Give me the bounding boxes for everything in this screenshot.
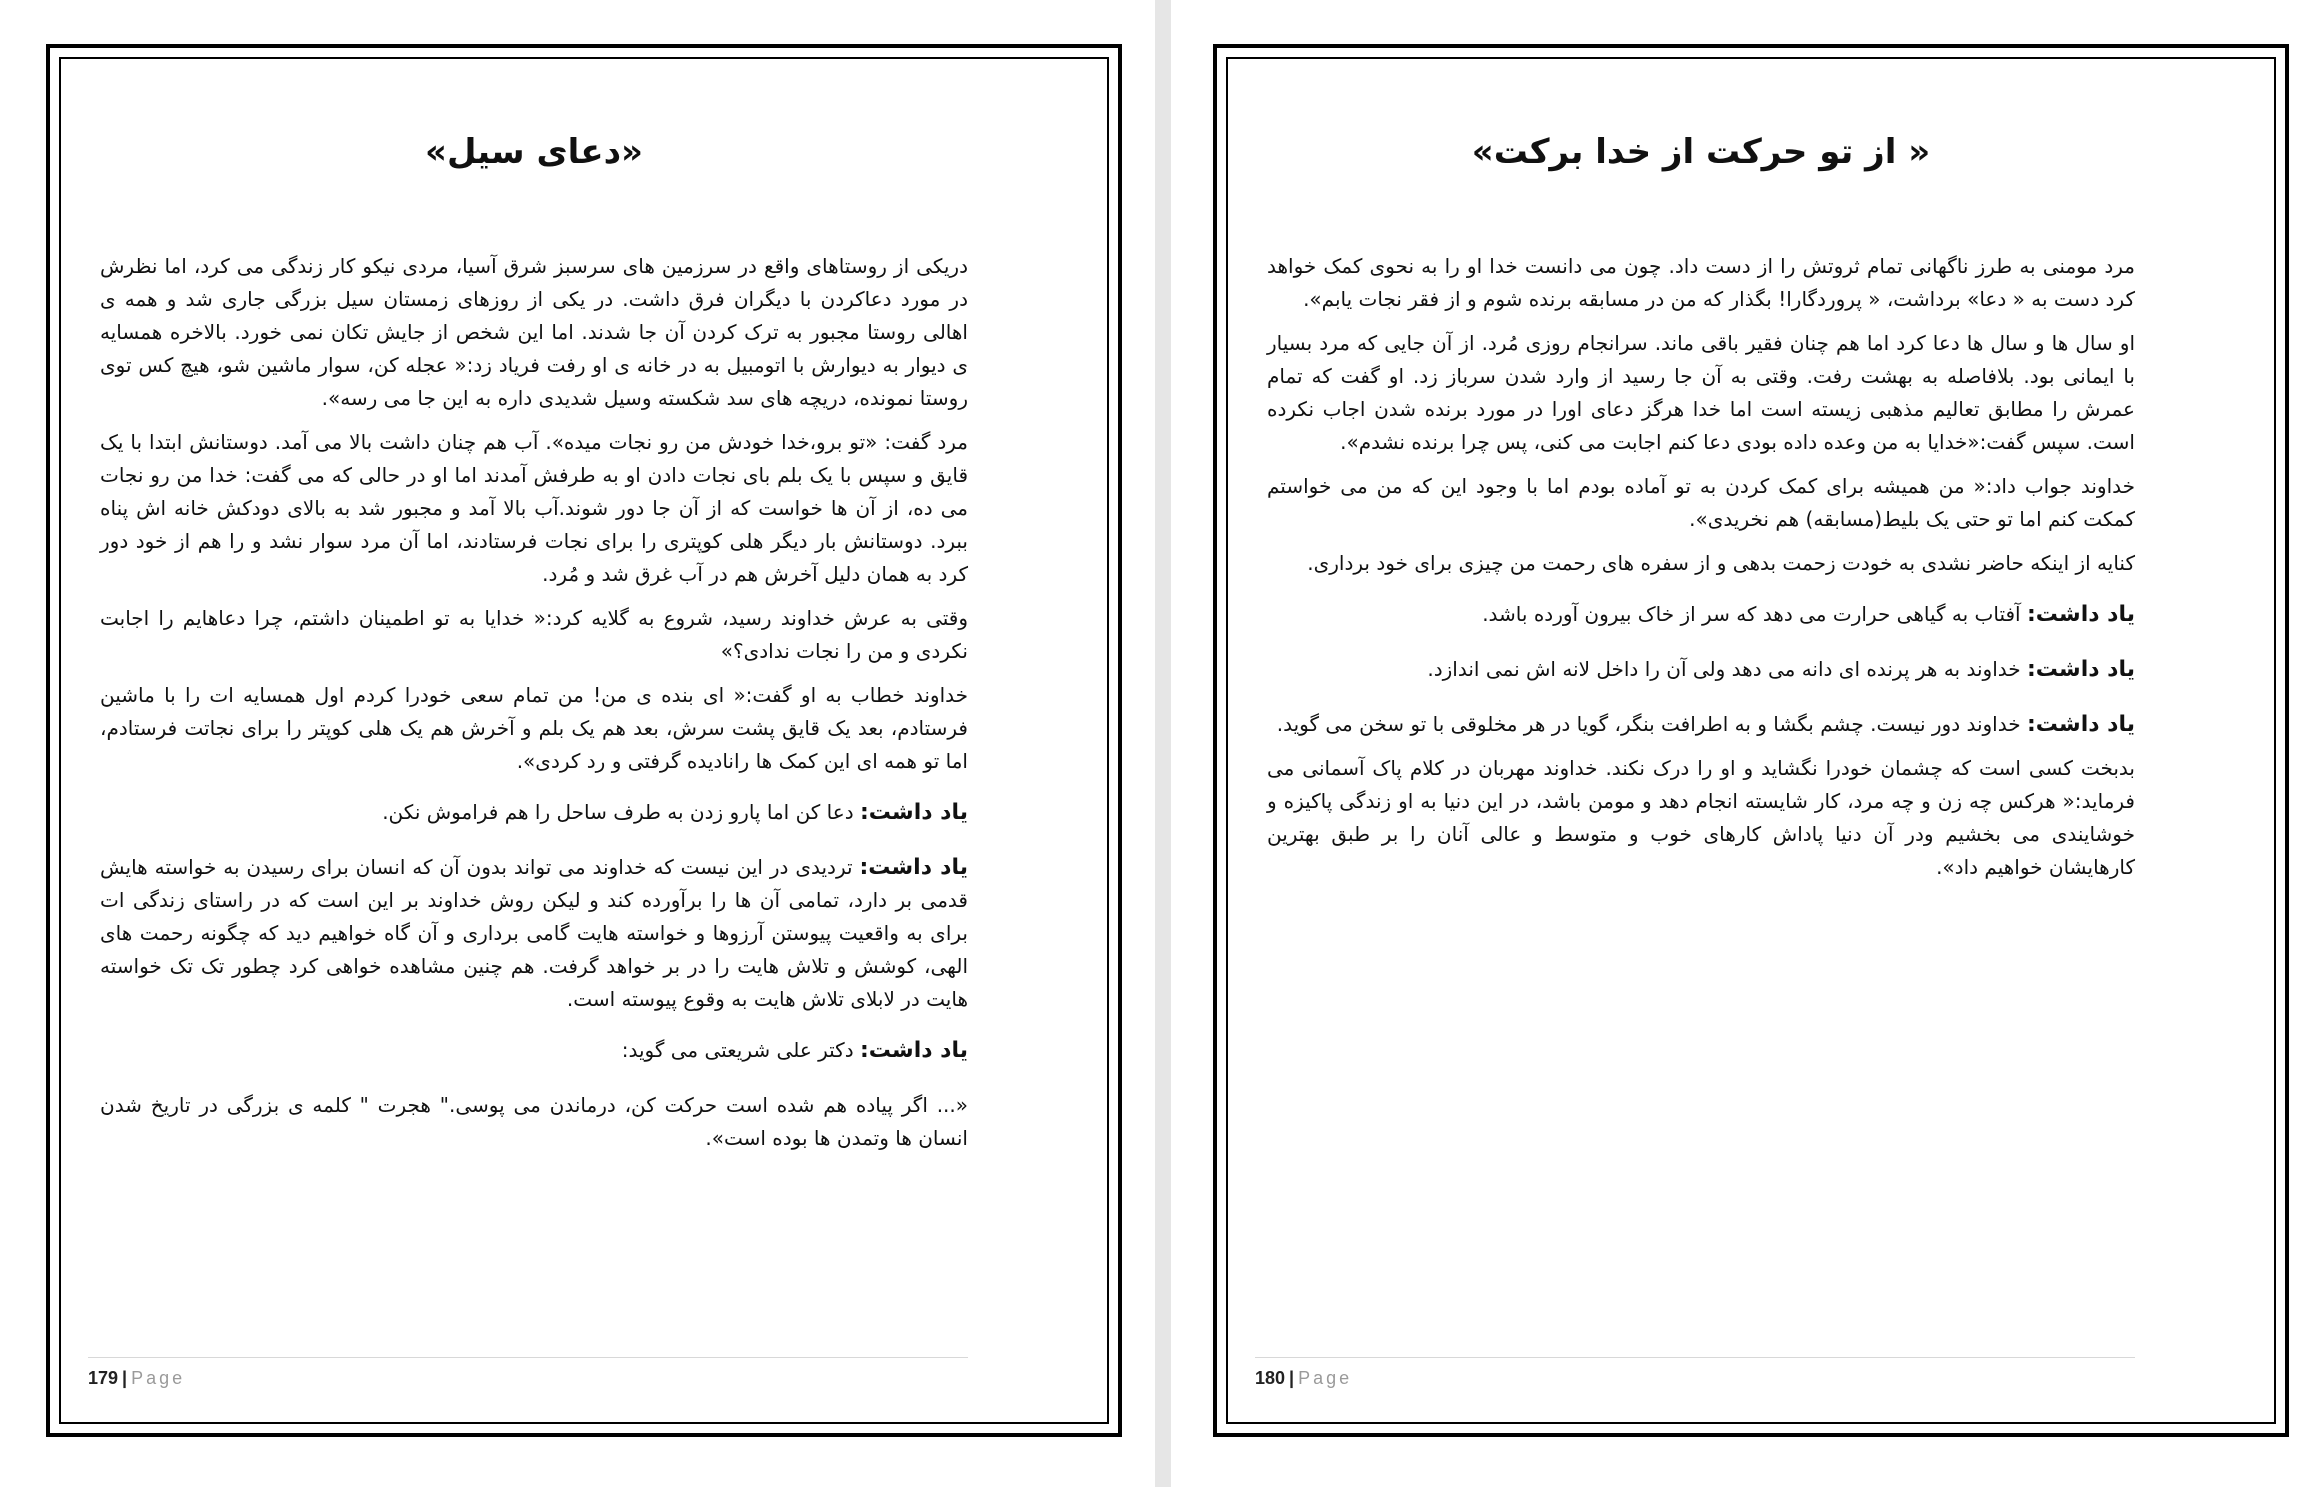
page-title: « از تو حرکت از خدا برکت» (1471, 132, 1931, 172)
page-label: Page (1298, 1368, 1353, 1388)
note (100, 1034, 968, 1067)
page-gutter (1155, 0, 1171, 1487)
note-text: تردیدی در این نیست که خداوند می تواند بدون آن که انسان برای رسیدن به خواسته هایش قدمی بر دارد، تمامی آن ها را برآورده کند و لیکن روش خداوند بر این است که در راستای زندگی ات برای به واقعیت پیوستن آرزوها و خواسته هایت گامی برداری و آن گاه خواهیم دید که چگونه رحمت های الهی، کوشش و تلاش هایت را در بر خواهد گرفت. هم چنین مشاهده خواهی کرد چطور تک تک خواسته هایت در لابلای تلاش هایت به وقوع پیوسته است. (100, 855, 968, 1011)
paragraph: خداوند جواب داد:« من همیشه برای کمک کردن به تو آماده بودم اما با وجود این که من می خواستم کمکت کنم اما تو حتی یک بلیط(مسابقه) هم نخریدی». (1267, 474, 2135, 531)
note-text: خداوند به هر پرنده ای دانه می دهد ولی آن را داخل لانه اش نمی اندازد. (1427, 657, 2027, 681)
page-footer (88, 1357, 968, 1389)
note-label: یاد داشت: (2026, 712, 2135, 737)
note-label: یاد داشت: (859, 800, 968, 825)
note (1267, 598, 2135, 631)
page-title: «دعای سیل» (424, 132, 644, 172)
note (100, 851, 968, 1016)
paragraph: خداوند خطاب به او گفت:« ای بنده ی من! من تمام سعی خودرا کردم اول همسایه ات را با ماشین فرستادم، بعد یک قایق پشت سرش، بعد هم یک بلم و آخرش هم یک هلی کوپتر را برای نجاتت فرستادم، اما تو همه ای این کمک ها رانادیده گرفتی و رد کردی». (100, 683, 968, 773)
quote: «... اگر پیاده هم شده است حرکت کن، درماندن می پوسی." هجرت " کلمه ی بزرگی در تاریخ شدن انسان ها وتمدن ها بوده است». (100, 1093, 968, 1150)
note-label: یاد داشت: (859, 1038, 968, 1063)
paragraph: مرد گفت: «تو برو،خدا خودش من رو نجات میده». آب هم چنان داشت بالا می آمد. دوستانش ابتدا با یک قایق و سپس با یک بلم بای نجات دادن او به طرفش آمدند اما او در حالی که می گفت: خدا من رو نجات می ده، از آن ها خواست که از آن جا دور شوند.آب بالا آمد و مجبور شد به بالای دودکش خانه اش پناه ببرد. دوستانش بار دیگر هلی کوپتری را برای نجات فرستادند، اما آن مرد سوار نشد و را هم از خود دور کرد به همان دلیل آخرش هم در آب غرق شد و مُرد. (100, 430, 968, 586)
paragraph: دریکی از روستاهای واقع در سرزمین های سرسبز شرق آسیا، مردی نیکو کار زندگی می کرد، اما نظرش در مورد دعاکردن با دیگران فرق داشت. در یکی از روزهای زمستان سیل بزرگی جاری شد و همه ی اهالی روستا مجبور به ترک کردن آن جا شدند. اما این شخص از جایش تکان نمی خورد. بالاخره همسایه ی دیوار به دیوارش با اتومبیل به در خانه ی او رفت فریاد زد:« عجله کن، سوار ماشین شو، هیچ کس توی روستا نمونده، دریچه های سد شکسته وسیل شدیدی داره به این جا می رسه». (100, 254, 968, 410)
page-number: 179 (88, 1368, 119, 1388)
paragraph: وقتی به عرش خداوند رسید، شروع به گلایه کرد:« خدایا به تو اطمینان داشتم، چرا دعاهایم را اجابت نکردی و من را نجات ندادی؟» (100, 606, 968, 663)
note-label: یاد داشت: (2026, 602, 2135, 627)
page-label: Page (131, 1368, 186, 1388)
page-footer (1255, 1357, 2135, 1389)
note-text: آفتاب به گیاهی حرارت می دهد که سر از خاک بیرون آورده باشد. (1482, 602, 2027, 626)
paragraph: مرد مومنی به طرز ناگهانی تمام ثروتش را از دست داد. چون می دانست خدا او را به نحوی کمک خواهد کرد دست به « دعا» برداشت، « پروردگارا! بگذار که من در مسابقه برنده شوم و از فقر نجات یابم». (1267, 254, 2135, 311)
footer-separator: | (1289, 1368, 1295, 1388)
paragraph: بدبخت کسی است که چشمان خودرا نگشاید و او را درک نکند. خداوند مهربان در کلام پاک آسمانی می فرماید:« هرکس چه زن و چه مرد، کار شایسته انجام دهد و مومن باشد، در این دنیا به او زندگی پاکیزه و خوشایندی می بخشیم ودر آن دنیا پاداش کارهای خوب و متوسط و عالی آنان را بر طبق بهترین کارهایشان خواهیم داد». (1267, 756, 2135, 879)
note-text: دعا کن اما پارو زدن به طرف ساحل را هم فراموش نکن. (382, 800, 860, 824)
page-content (1267, 100, 2135, 895)
page-number: 180 (1255, 1368, 1286, 1388)
note (1267, 708, 2135, 741)
note-label: یاد داشت: (2026, 657, 2135, 682)
note-text: خداوند دور نیست. چشم بگشا و به اطرافت بنگر، گویا در هر مخلوقی با تو سخن می گوید. (1276, 712, 2027, 736)
note-label: یاد داشت: (859, 855, 968, 880)
footer-separator: | (122, 1368, 128, 1388)
paragraph: کنایه از اینکه حاضر نشدی به خودت زحمت بدهی و از سفره های رحمت من چیزی برای خود برداری. (1307, 551, 2135, 575)
note (1267, 653, 2135, 686)
note-text: دکتر علی شریعتی می گوید: (621, 1038, 860, 1062)
page-180 (1171, 0, 2317, 1487)
page-179 (0, 0, 1155, 1487)
paragraph: او سال ها و سال ها دعا کرد اما هم چنان فقیر باقی ماند. سرانجام روزی مُرد. از آن جایی که مرد بسیار با ایمانی بود. بلافاصله به بهشت رفت. وقتی به آن جا رسید از وارد شدن سرباز زد. او گفت که تمام عمرش را مطابق تعالیم مذهبی زیسته است اما خدا هرگز دعای اورا در مورد برنده شدن اجاب نکرده است. سپس گفت:«خدایا به من وعده داده بودی دعا کنم اجابت می کنی، پس چرا برنده نشدم». (1267, 331, 2135, 454)
note (100, 796, 968, 829)
page-content (100, 100, 968, 1166)
